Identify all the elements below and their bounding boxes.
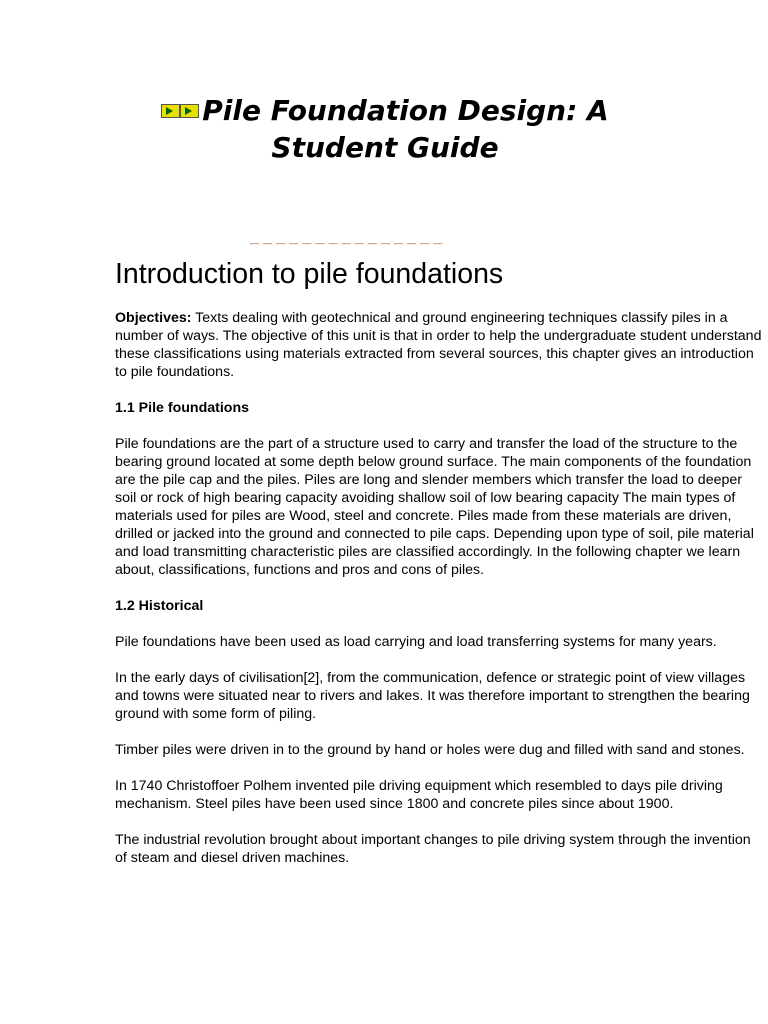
historical-paragraph-2: In the early days of civilisation[2], from the communication, defence or strategic point of view villages and towns were situated near to rivers and lakes. It was therefore important to strengthen the bearing ground with some form of piling.	[115, 670, 750, 722]
document-title-text: Pile Foundation Design: A Student Guide	[202, 94, 609, 164]
objectives-label: Objectives:	[115, 310, 192, 326]
pile-foundations-paragraph: Pile foundations are the part of a structure used to carry and transfer the load of the structure to the bearing ground located at some depth below ground surface. The main components of the foundation are the pile cap and the piles. Piles are long and slender members which transfer the load to deeper soil or rock of high bearing capacity avoiding shallow soil of low bearing capacity The main types of materials used for piles are Wood, steel and concrete. Piles made from these materials are driven, drilled or jacked into the ground and connected to pile caps. Depending upon type of soil, pile material and load transmitting characteristic piles are classified accordingly. In the following chapter we learn about, classifications, functions and pros and cons of piles.	[115, 436, 754, 578]
document-body	[115, 309, 763, 885]
objectives-text: Texts dealing with geotechnical and ground engineering techniques classify piles in a number of ways. The objective of this unit is that in order to help the undergraduate student understand these classifications using materials extracted from several sources, this chapter gives an introduction to pile foundations.	[115, 310, 762, 380]
document-title	[140, 92, 630, 166]
historical-paragraph-3: Timber piles were driven in to the ground by hand or holes were dug and filled with sand and stones.	[115, 742, 745, 758]
historical-paragraph-1: Pile foundations have been used as load carrying and load transferring systems for many years.	[115, 634, 717, 650]
section-heading: Introduction to pile foundations	[115, 258, 504, 290]
subheading-pile-foundations: 1.1 Pile foundations	[115, 400, 250, 416]
historical-paragraph-5: The industrial revolution brought about important changes to pile driving system through the invention of steam and diesel driven machines.	[115, 832, 751, 866]
subheading-historical: 1.2 Historical	[115, 598, 204, 614]
double-arrow-icon	[161, 104, 199, 118]
historical-paragraph-4: In 1740 Christoffoer Polhem invented pile driving equipment which resembled to days pile driving mechanism. Steel piles have been used since 1800 and concrete piles since about 1900.	[115, 778, 723, 812]
section-divider: _______________	[250, 231, 447, 245]
objectives-paragraph	[115, 309, 763, 381]
